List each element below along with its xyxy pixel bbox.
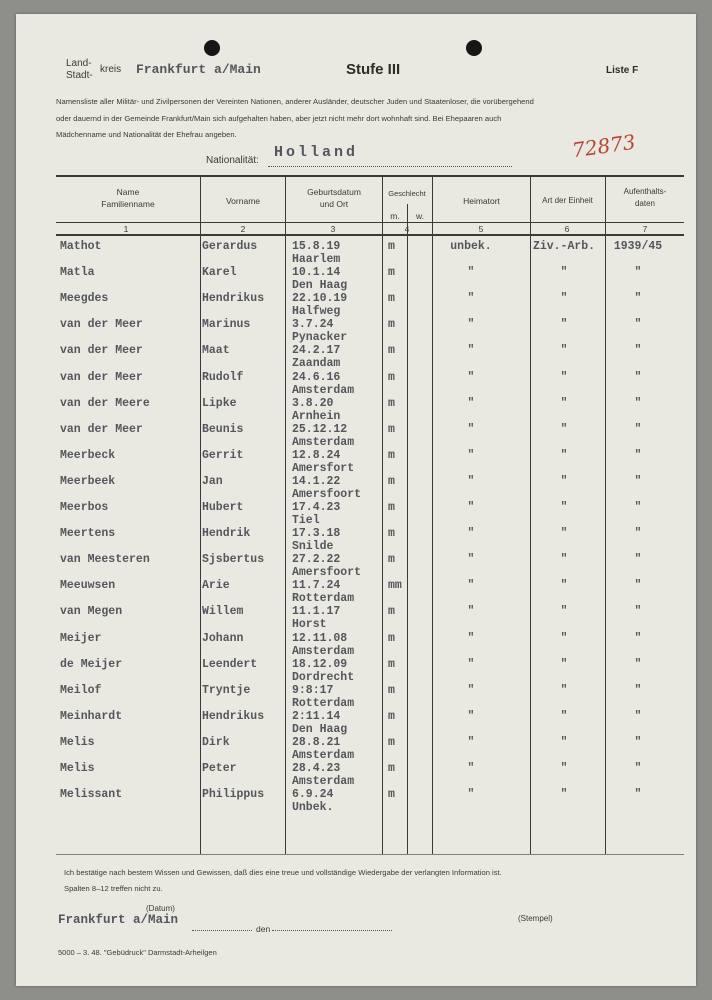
cell-birth-date: 24.2.17 bbox=[292, 344, 341, 358]
cell-einheit: " bbox=[560, 631, 568, 645]
intro-line-2: oder dauernd in der Gemeinde Frankfurt/Main sich aufgehalten haben, aber jetzt nicht mehr dort wohnhaft sind. Bei Ehepaaren auch bbox=[56, 114, 502, 123]
cell-name: Meertens bbox=[60, 527, 116, 541]
cell-vorname: Rudolf bbox=[202, 370, 244, 384]
cell-name: Mathot bbox=[60, 240, 102, 253]
cell-einheit: " bbox=[560, 318, 568, 332]
cell-birth-place: Rotterdam bbox=[292, 592, 355, 606]
punch-hole-right bbox=[466, 40, 482, 56]
cell-birth-place: Amsterdam bbox=[292, 383, 355, 397]
cell-heimatort: " bbox=[467, 657, 475, 671]
col-number-1: 1 bbox=[123, 224, 129, 234]
cell-sex-m: m bbox=[388, 762, 395, 775]
cell-heimatort: " bbox=[467, 683, 475, 697]
cell-einheit: " bbox=[560, 709, 568, 723]
cell-sex-m: m bbox=[388, 683, 395, 697]
cell-birth-place: Amsterdam bbox=[292, 435, 355, 449]
datum-label: (Datum) bbox=[146, 904, 175, 913]
cell-aufenthalt: " bbox=[634, 605, 642, 619]
cell-aufenthalt: " bbox=[634, 762, 642, 775]
cell-birth-place: Halfweg bbox=[292, 305, 341, 319]
cell-birth-place: Amersfort bbox=[292, 461, 355, 475]
cell-vorname: Maat bbox=[202, 344, 230, 358]
col-header-w: w. bbox=[415, 211, 425, 221]
cell-name: Meilof bbox=[60, 683, 102, 697]
punch-hole-left bbox=[204, 40, 220, 56]
cell-name: Meegdes bbox=[60, 292, 109, 306]
cell-aufenthalt: " bbox=[634, 318, 642, 332]
cell-sex-m: m bbox=[388, 318, 395, 332]
cell-vorname: Willem bbox=[202, 605, 244, 619]
cell-sex-m: m bbox=[388, 709, 395, 723]
cell-aufenthalt: " bbox=[634, 344, 642, 358]
col-header-geschlecht: Geschlecht bbox=[388, 189, 426, 198]
cell-birth-date: 25.12.12 bbox=[292, 422, 348, 436]
cell-name: de Meijer bbox=[60, 657, 123, 671]
cell-sex-m: m bbox=[388, 527, 395, 541]
cell-einheit: " bbox=[560, 422, 568, 436]
cell-sex-m: m bbox=[388, 788, 395, 802]
cell-name: Meerbos bbox=[60, 501, 109, 514]
cell-heimatort: " bbox=[467, 474, 475, 488]
cell-birth-date: 17.4.23 bbox=[292, 501, 341, 514]
cell-vorname: Philippus bbox=[202, 788, 265, 802]
cell-birth-date: 6.9.24 bbox=[292, 788, 334, 802]
cell-sex-m: m bbox=[388, 553, 395, 567]
cell-sex-m: m bbox=[388, 735, 395, 749]
nationality-dotted-line bbox=[268, 166, 512, 167]
col-header-aufenthalt: Aufenthalts- daten bbox=[623, 187, 667, 208]
cell-sex-m: m bbox=[388, 240, 395, 253]
cell-aufenthalt: 1939/45 bbox=[613, 240, 663, 253]
cell-einheit: " bbox=[560, 501, 568, 514]
stufe-title: Stufe III bbox=[346, 61, 401, 78]
table-top-border bbox=[56, 175, 684, 177]
col-header-geburt: Geburtsdatum und Ort bbox=[307, 187, 361, 209]
cell-einheit: " bbox=[560, 448, 568, 462]
cell-birth-place: Tiel bbox=[292, 514, 320, 527]
cell-name: Matla bbox=[60, 266, 95, 280]
cell-heimatort: " bbox=[467, 318, 475, 332]
cell-aufenthalt: " bbox=[634, 370, 642, 384]
cell-vorname: Hendrikus bbox=[202, 292, 265, 306]
cell-name: Meeuwsen bbox=[60, 579, 116, 593]
cell-aufenthalt: " bbox=[634, 579, 642, 593]
cell-name: van der Meer bbox=[60, 318, 143, 332]
cell-heimatort: " bbox=[467, 266, 475, 280]
footer-city: Frankfurt a/Main bbox=[58, 913, 179, 927]
cell-aufenthalt: " bbox=[634, 788, 642, 802]
cell-vorname: Sjsbertus bbox=[202, 553, 265, 567]
cell-birth-place: Arnhein bbox=[292, 409, 341, 423]
column-divider-1 bbox=[200, 175, 201, 854]
table-bottom-border bbox=[56, 854, 684, 855]
cell-birth-date: 28.8.21 bbox=[292, 735, 341, 749]
cell-name: Melis bbox=[60, 762, 95, 775]
col-header-einheit: Art der Einheit bbox=[542, 196, 593, 205]
cell-heimatort: " bbox=[467, 501, 475, 514]
city-dotted-line bbox=[192, 930, 252, 931]
cell-name: Melis bbox=[60, 735, 95, 749]
cell-birth-date: 24.6.16 bbox=[292, 370, 341, 384]
cell-sex-m: m bbox=[388, 501, 395, 514]
nationality-label: Nationalität: bbox=[206, 155, 259, 166]
col-number-7: 7 bbox=[642, 224, 648, 234]
cell-vorname: Gerrit bbox=[202, 448, 244, 462]
cell-einheit: " bbox=[560, 266, 568, 280]
cell-birth-date: 3.7.24 bbox=[292, 318, 334, 332]
cell-birth-place: Zaandam bbox=[292, 357, 341, 371]
cell-heimatort: " bbox=[467, 422, 475, 436]
cell-birth-place: Dordrecht bbox=[292, 670, 355, 684]
cell-name: van der Meer bbox=[60, 422, 143, 436]
statement-line-2: Spalten 8–12 treffen nicht zu. bbox=[64, 884, 163, 893]
cell-name: van Megen bbox=[60, 605, 123, 619]
cell-birth-date: 28.4.23 bbox=[292, 762, 341, 775]
cell-name: van der Meer bbox=[60, 370, 143, 384]
cell-aufenthalt: " bbox=[634, 396, 642, 410]
cell-aufenthalt: " bbox=[634, 553, 642, 567]
statement-line-1: Ich bestätige nach bestem Wissen und Gewissen, daß dies eine treue und vollständige Wiedergabe der verlangten Information ist. bbox=[64, 868, 502, 877]
cell-aufenthalt: " bbox=[634, 266, 642, 280]
cell-birth-place: Amsterdam bbox=[292, 644, 355, 658]
cell-heimatort: " bbox=[467, 631, 475, 645]
cell-sex-m: m bbox=[388, 396, 395, 410]
land-label: Land- bbox=[66, 58, 92, 69]
cell-birth-place: Snilde bbox=[292, 540, 334, 554]
cell-birth-place: Den Haag bbox=[292, 279, 348, 293]
cell-sex-m: mm bbox=[388, 579, 402, 593]
cell-aufenthalt: " bbox=[634, 683, 642, 697]
cell-birth-date: 2:11.14 bbox=[292, 709, 341, 723]
cell-heimatort: " bbox=[467, 709, 475, 723]
nationality-value: Holland bbox=[274, 144, 359, 161]
cell-heimatort: " bbox=[467, 396, 475, 410]
cell-einheit: " bbox=[560, 370, 568, 384]
cell-sex-m: m bbox=[388, 605, 395, 619]
cell-einheit: " bbox=[560, 579, 568, 593]
cell-aufenthalt: " bbox=[634, 657, 642, 671]
cell-vorname: Peter bbox=[202, 762, 237, 775]
cell-sex-m: m bbox=[388, 370, 395, 384]
column-divider-2 bbox=[285, 175, 286, 854]
cell-einheit: " bbox=[560, 553, 568, 567]
cell-aufenthalt: " bbox=[634, 527, 642, 541]
cell-birth-date: 12.8.24 bbox=[292, 448, 341, 462]
cell-einheit: " bbox=[560, 762, 568, 775]
cell-sex-m: m bbox=[388, 448, 395, 462]
cell-birth-date: 10.1.14 bbox=[292, 266, 341, 280]
cell-birth-date: 14.1.22 bbox=[292, 474, 341, 488]
cell-aufenthalt: " bbox=[634, 735, 642, 749]
cell-vorname: Arie bbox=[202, 579, 230, 593]
column-divider-3 bbox=[382, 175, 383, 854]
cell-birth-place: Horst bbox=[292, 618, 327, 632]
cell-heimatort: " bbox=[467, 448, 475, 462]
cell-birth-date: 3.8.20 bbox=[292, 396, 334, 410]
cell-heimatort: " bbox=[467, 370, 475, 384]
cell-birth-place: Amersfoort bbox=[292, 487, 362, 501]
stadt-label: Stadt- bbox=[66, 70, 93, 81]
cell-einheit: " bbox=[560, 396, 568, 410]
col-number-5: 5 bbox=[478, 224, 484, 234]
cell-einheit: " bbox=[560, 788, 568, 802]
liste-label: Liste F bbox=[606, 65, 639, 76]
cell-aufenthalt: " bbox=[634, 501, 642, 514]
cell-vorname: Marinus bbox=[202, 318, 251, 332]
cell-name: Meerbeek bbox=[60, 474, 116, 488]
cell-vorname: Hubert bbox=[202, 501, 244, 514]
cell-aufenthalt: " bbox=[634, 709, 642, 723]
intro-line-1: Namensliste aller Militär- und Zivilpersonen der Vereinten Nationen, anderer Ausländer, deutscher Juden und Staatenloser, die vorübergehend bbox=[56, 97, 534, 106]
col-number-2: 2 bbox=[240, 224, 246, 234]
cell-birth-date: 9:8:17 bbox=[292, 683, 334, 697]
cell-vorname: Jan bbox=[202, 474, 223, 488]
cell-heimatort: " bbox=[467, 735, 475, 749]
cell-heimatort: " bbox=[467, 762, 475, 775]
cell-birth-date: 22.10.19 bbox=[292, 292, 348, 306]
cell-name: Meijer bbox=[60, 631, 102, 645]
cell-heimatort: unbek. bbox=[450, 240, 492, 253]
cell-vorname: Hendrik bbox=[202, 527, 251, 541]
den-label: den bbox=[256, 924, 271, 934]
cell-name: van der Meere bbox=[60, 396, 150, 410]
date-dotted-line bbox=[272, 930, 392, 931]
cell-einheit: " bbox=[560, 605, 568, 619]
cell-aufenthalt: " bbox=[634, 474, 642, 488]
cell-name: van der Meer bbox=[60, 344, 143, 358]
cell-einheit: " bbox=[560, 683, 568, 697]
cell-einheit: " bbox=[560, 292, 568, 306]
col-number-3: 3 bbox=[330, 224, 336, 234]
cell-birth-place: Rotterdam bbox=[292, 696, 355, 710]
cell-name: van Meesteren bbox=[60, 553, 150, 567]
col-number-4: 4 bbox=[404, 224, 410, 234]
cell-heimatort: " bbox=[467, 344, 475, 358]
kreis-label: kreis bbox=[100, 64, 122, 75]
col-header-name: Name Familienname bbox=[101, 187, 155, 209]
cell-sex-m: m bbox=[388, 474, 395, 488]
cell-aufenthalt: " bbox=[634, 292, 642, 306]
cell-birth-date: 27.2.22 bbox=[292, 553, 341, 567]
number-row-separator bbox=[56, 234, 684, 236]
cell-heimatort: " bbox=[467, 579, 475, 593]
kreis-value: Frankfurt a/Main bbox=[136, 62, 261, 77]
cell-vorname: Leendert bbox=[202, 657, 258, 671]
cell-heimatort: " bbox=[467, 605, 475, 619]
cell-vorname: Lipke bbox=[202, 396, 237, 410]
col-header-m: m. bbox=[390, 211, 400, 221]
cell-sex-m: m bbox=[388, 344, 395, 358]
cell-aufenthalt: " bbox=[634, 422, 642, 436]
cell-birth-date: 11.7.24 bbox=[292, 579, 341, 593]
cell-einheit: " bbox=[560, 657, 568, 671]
cell-birth-place: Amersfoort bbox=[292, 566, 362, 580]
col-header-heimatort: Heimatort bbox=[463, 196, 500, 206]
cell-birth-place: Amsterdam bbox=[292, 748, 355, 762]
cell-birth-date: 18.12.09 bbox=[292, 657, 348, 671]
cell-vorname: Beunis bbox=[202, 422, 244, 436]
cell-einheit: " bbox=[560, 527, 568, 541]
cell-name: Meerbeck bbox=[60, 448, 116, 462]
cell-aufenthalt: " bbox=[634, 448, 642, 462]
cell-sex-m: m bbox=[388, 657, 395, 671]
cell-birth-place: Haarlem bbox=[292, 253, 341, 266]
cell-name: Meinhardt bbox=[60, 709, 123, 723]
cell-einheit: " bbox=[560, 474, 568, 488]
cell-vorname: Gerardus bbox=[202, 240, 258, 253]
cell-sex-m: m bbox=[388, 292, 395, 306]
cell-aufenthalt: " bbox=[634, 631, 642, 645]
cell-birth-date: 15.8.19 bbox=[292, 240, 341, 253]
cell-einheit: " bbox=[560, 735, 568, 749]
header-separator bbox=[56, 222, 684, 223]
printer-note: 5000 – 3. 48. "Gebüdruck" Darmstadt-Arheilgen bbox=[58, 948, 217, 957]
document-page bbox=[16, 14, 696, 986]
cell-sex-m: m bbox=[388, 266, 395, 280]
cell-heimatort: " bbox=[467, 527, 475, 541]
cell-einheit: " bbox=[560, 344, 568, 358]
col-header-vorname: Vorname bbox=[225, 196, 261, 206]
cell-vorname: Johann bbox=[202, 631, 244, 645]
col-number-6: 6 bbox=[564, 224, 570, 234]
cell-sex-m: m bbox=[388, 422, 395, 436]
cell-einheit: Ziv.-Arb. bbox=[532, 240, 596, 253]
handwritten-annotation: 72873 bbox=[570, 129, 637, 163]
cell-heimatort: " bbox=[467, 553, 475, 567]
cell-name: Melissant bbox=[60, 788, 123, 802]
cell-vorname: Karel bbox=[202, 266, 237, 280]
cell-sex-m: m bbox=[388, 631, 395, 645]
cell-birth-date: 17.3.18 bbox=[292, 527, 341, 541]
column-divider-mw bbox=[407, 204, 408, 854]
cell-heimatort: " bbox=[467, 788, 475, 802]
cell-heimatort: " bbox=[467, 292, 475, 306]
cell-vorname: Dirk bbox=[202, 735, 230, 749]
cell-birth-place: Amsterdam bbox=[292, 775, 355, 788]
cell-vorname: Tryntje bbox=[202, 683, 251, 697]
cell-birth-place: Pynacker bbox=[292, 331, 348, 345]
stempel-label: (Stempel) bbox=[518, 914, 553, 923]
cell-birth-date: 11.1.17 bbox=[292, 605, 341, 619]
intro-line-3: Mädchenname und Nationalität der Ehefrau angeben. bbox=[56, 130, 237, 139]
cell-birth-place: Unbek. bbox=[292, 801, 334, 815]
cell-birth-place: Den Haag bbox=[292, 722, 348, 736]
cell-birth-date: 12.11.08 bbox=[292, 631, 348, 645]
cell-vorname: Hendrikus bbox=[202, 709, 265, 723]
